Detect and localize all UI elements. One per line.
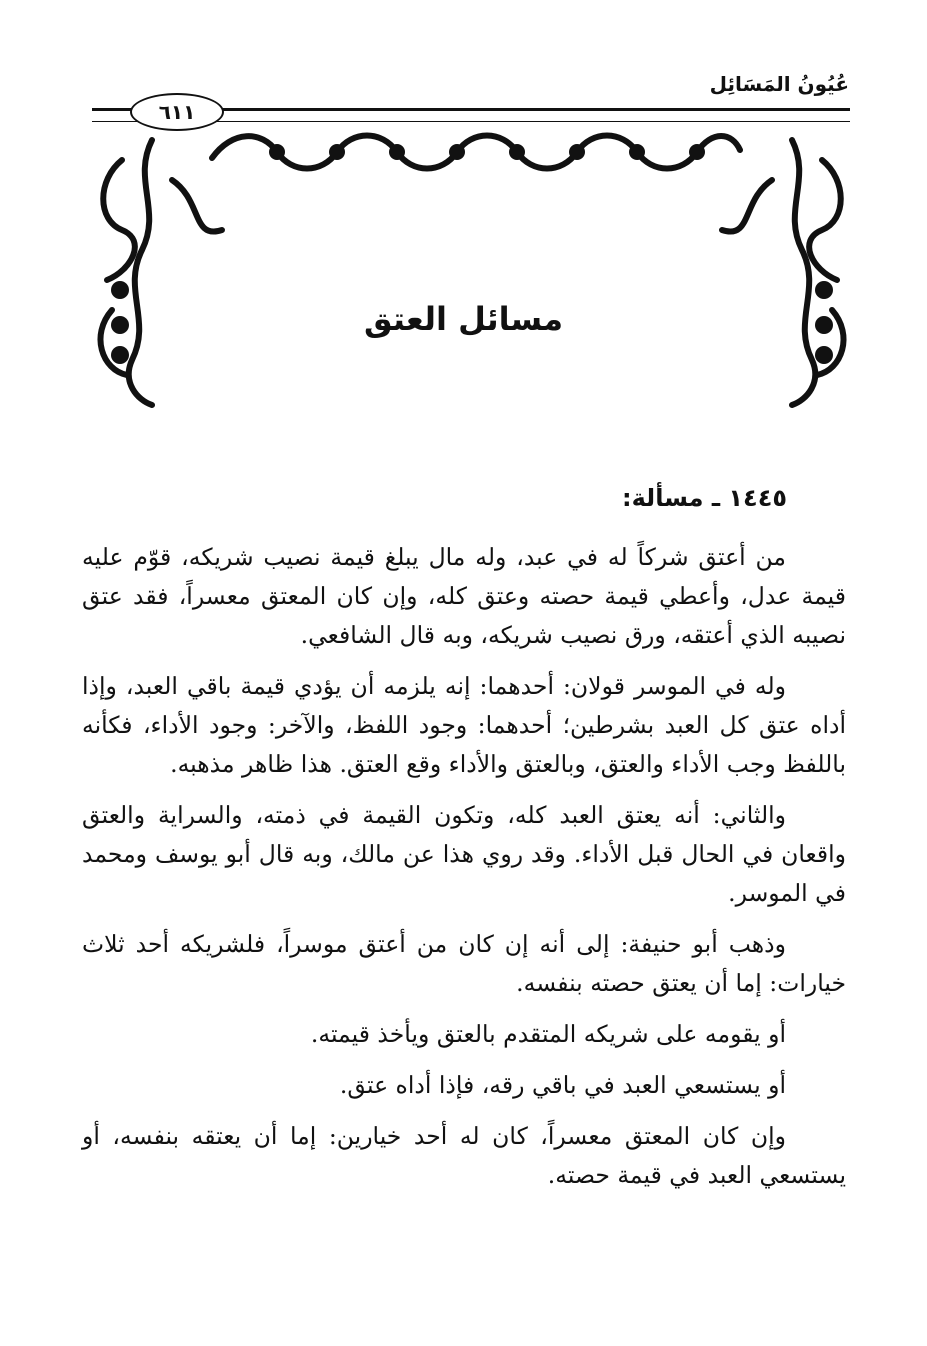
page-number: ٦١١	[130, 93, 224, 131]
chapter-title: مسائل العتق	[363, 300, 564, 338]
paragraph: والثاني: أنه يعتق العبد كله، وتكون القيمة في ذمته، والسراية والعتق واقعان في الحال قبل الأداء. وقد روي هذا عن مالك، وبه قال أبو يوسف ومحمد في الموسر.	[82, 801, 846, 907]
running-header-book-title: عُيُونُ المَسَائِل	[709, 72, 849, 96]
paragraph: أو يقومه على شريكه المتقدم بالعتق ويأخذ قيمته.	[310, 1020, 786, 1048]
paragraph: وإن كان المعتق معسراً، كان له أحد خيارين: إما أن يعتقه بنفسه، أو يستسعي العبد في قيمة حصته.	[82, 1122, 846, 1189]
paragraph: أو يستسعي العبد في باقي رقه، فإذا أداه عتق.	[339, 1071, 786, 1099]
issue-heading: ١٤٤٥ ـ مسألة:	[622, 484, 787, 512]
decorative-frame-ornament	[92, 120, 852, 410]
paragraph: وله في الموسر قولان: أحدهما: إنه يلزمه أن يؤدي قيمة باقي العبد، وإذا أداه عتق كل العبد بشرطين؛ أحدهما: وجود اللفظ، والآخر: وجود الأداء، فكأنه باللفظ وجب الأداء والعتق، وبالعتق والأداء وقع العتق. هذا ظاهر مذهبه.	[82, 672, 846, 778]
paragraph: من أعتق شركاً له في عبد، وله مال يبلغ قيمة نصيب شريكه، قوّم عليه قيمة عدل، وأعطي قيمة حصته وعتق كله، وإن كان المعتق معسراً، فقد عتق نصيبه الذي أعتقه، ورق نصيب شريكه، وبه قال الشافعي.	[82, 543, 846, 649]
paragraph: وذهب أبو حنيفة: إلى أنه إن كان من أعتق موسراً، فلشريكه أحد ثلاث خيارات: إما أن يعتق حصته بنفسه.	[82, 930, 846, 997]
body-text	[82, 538, 846, 1207]
